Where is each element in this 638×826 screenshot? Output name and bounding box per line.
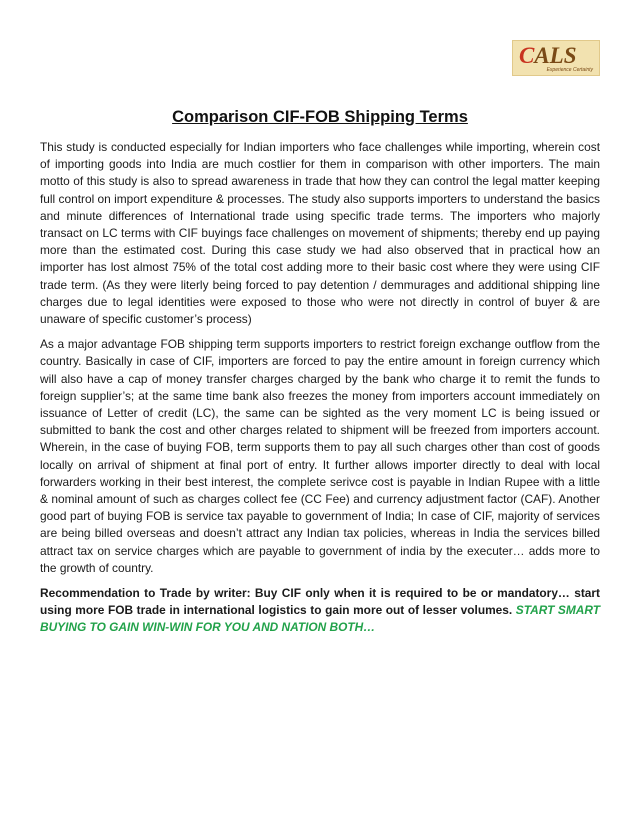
paragraph-fob-advantage: As a major advantage FOB shipping term supports importers to restrict foreign exchange outflow from the country. Basically in case of CIF, importers are forced to pay the entire amount in foreign currency which will also have a cap of money transfer charges charged by the bank who charge it to remit the funds to foreign supplier’s; at the same time bank also freezes the money from importers account immediately on issuance of Letter of credit (LC), the same can be sighted as the very moment LC is being issued or submitted to bank the cost and other charges related to shipment will be freezed from importers account. Wherein, in the case of buying FOB, term supports them to pay all such charges other than cost of goods locally on arrival of shipment at final port of entry. It further allows importer directly to deal with local forwarders working in their best interest, the complete serivce cost is payable in Indian Rupee with a little & nominal amount of such as charges collect fee (CC Fee) and currency adjustment factor (CAF). Another good part of buying FOB is service tax payable to government of India; In case of CIF, majority of services are being billed overseas and doesn’t attract any Indian tax policies, whereas in India the services billed attract tax on service charges which are payable to government of india by the executer… adds more to the growth of country. <box>40 337 600 575</box>
logo-wordmark: CALS <box>519 43 577 68</box>
company-logo <box>512 40 600 76</box>
recommendation <box>40 585 600 637</box>
document-body <box>40 106 600 645</box>
document-title: Comparison CIF-FOB Shipping Terms <box>172 108 468 126</box>
recommendation-highlight: START SMART BUYING TO GAIN WIN-WIN FOR YOU AND NATION BOTH… <box>40 603 600 635</box>
paragraph-intro: This study is conducted especially for Indian importers who face challenges while importing, wherein cost of importing goods into India are much costlier for them in comparison with other importers. The main motto of this study is also to spread awareness in trade that how they can control the legal matter keeping full control on import expenditure & processes. The study also supports importers to understand the basics and minute differences of International trade using specific trade terms. The importers who majorly transact on LC terms with CIF buyings face challenges on movement of shipments; thereby end up paying more than the estimated cost. During this case study we had also observed that in practical how an importer has lost almost 75% of the total cost adding more to their basic cost where they were using CIF trade term. (As they were literly being forced to pay detention / demmurages and additional shipping line charges due to legal identities were exposed to those who were not directly in control of buyer & are unaware of specific customer’s process) <box>40 140 600 327</box>
logo-tagline: Experience Certainty <box>546 67 593 73</box>
recommendation-text: Recommendation to Trade by writer: Buy CIF only when it is required to be or mandatory… start using more FOB trade in international logistics to gain more out of lesser volumes. <box>40 586 600 618</box>
